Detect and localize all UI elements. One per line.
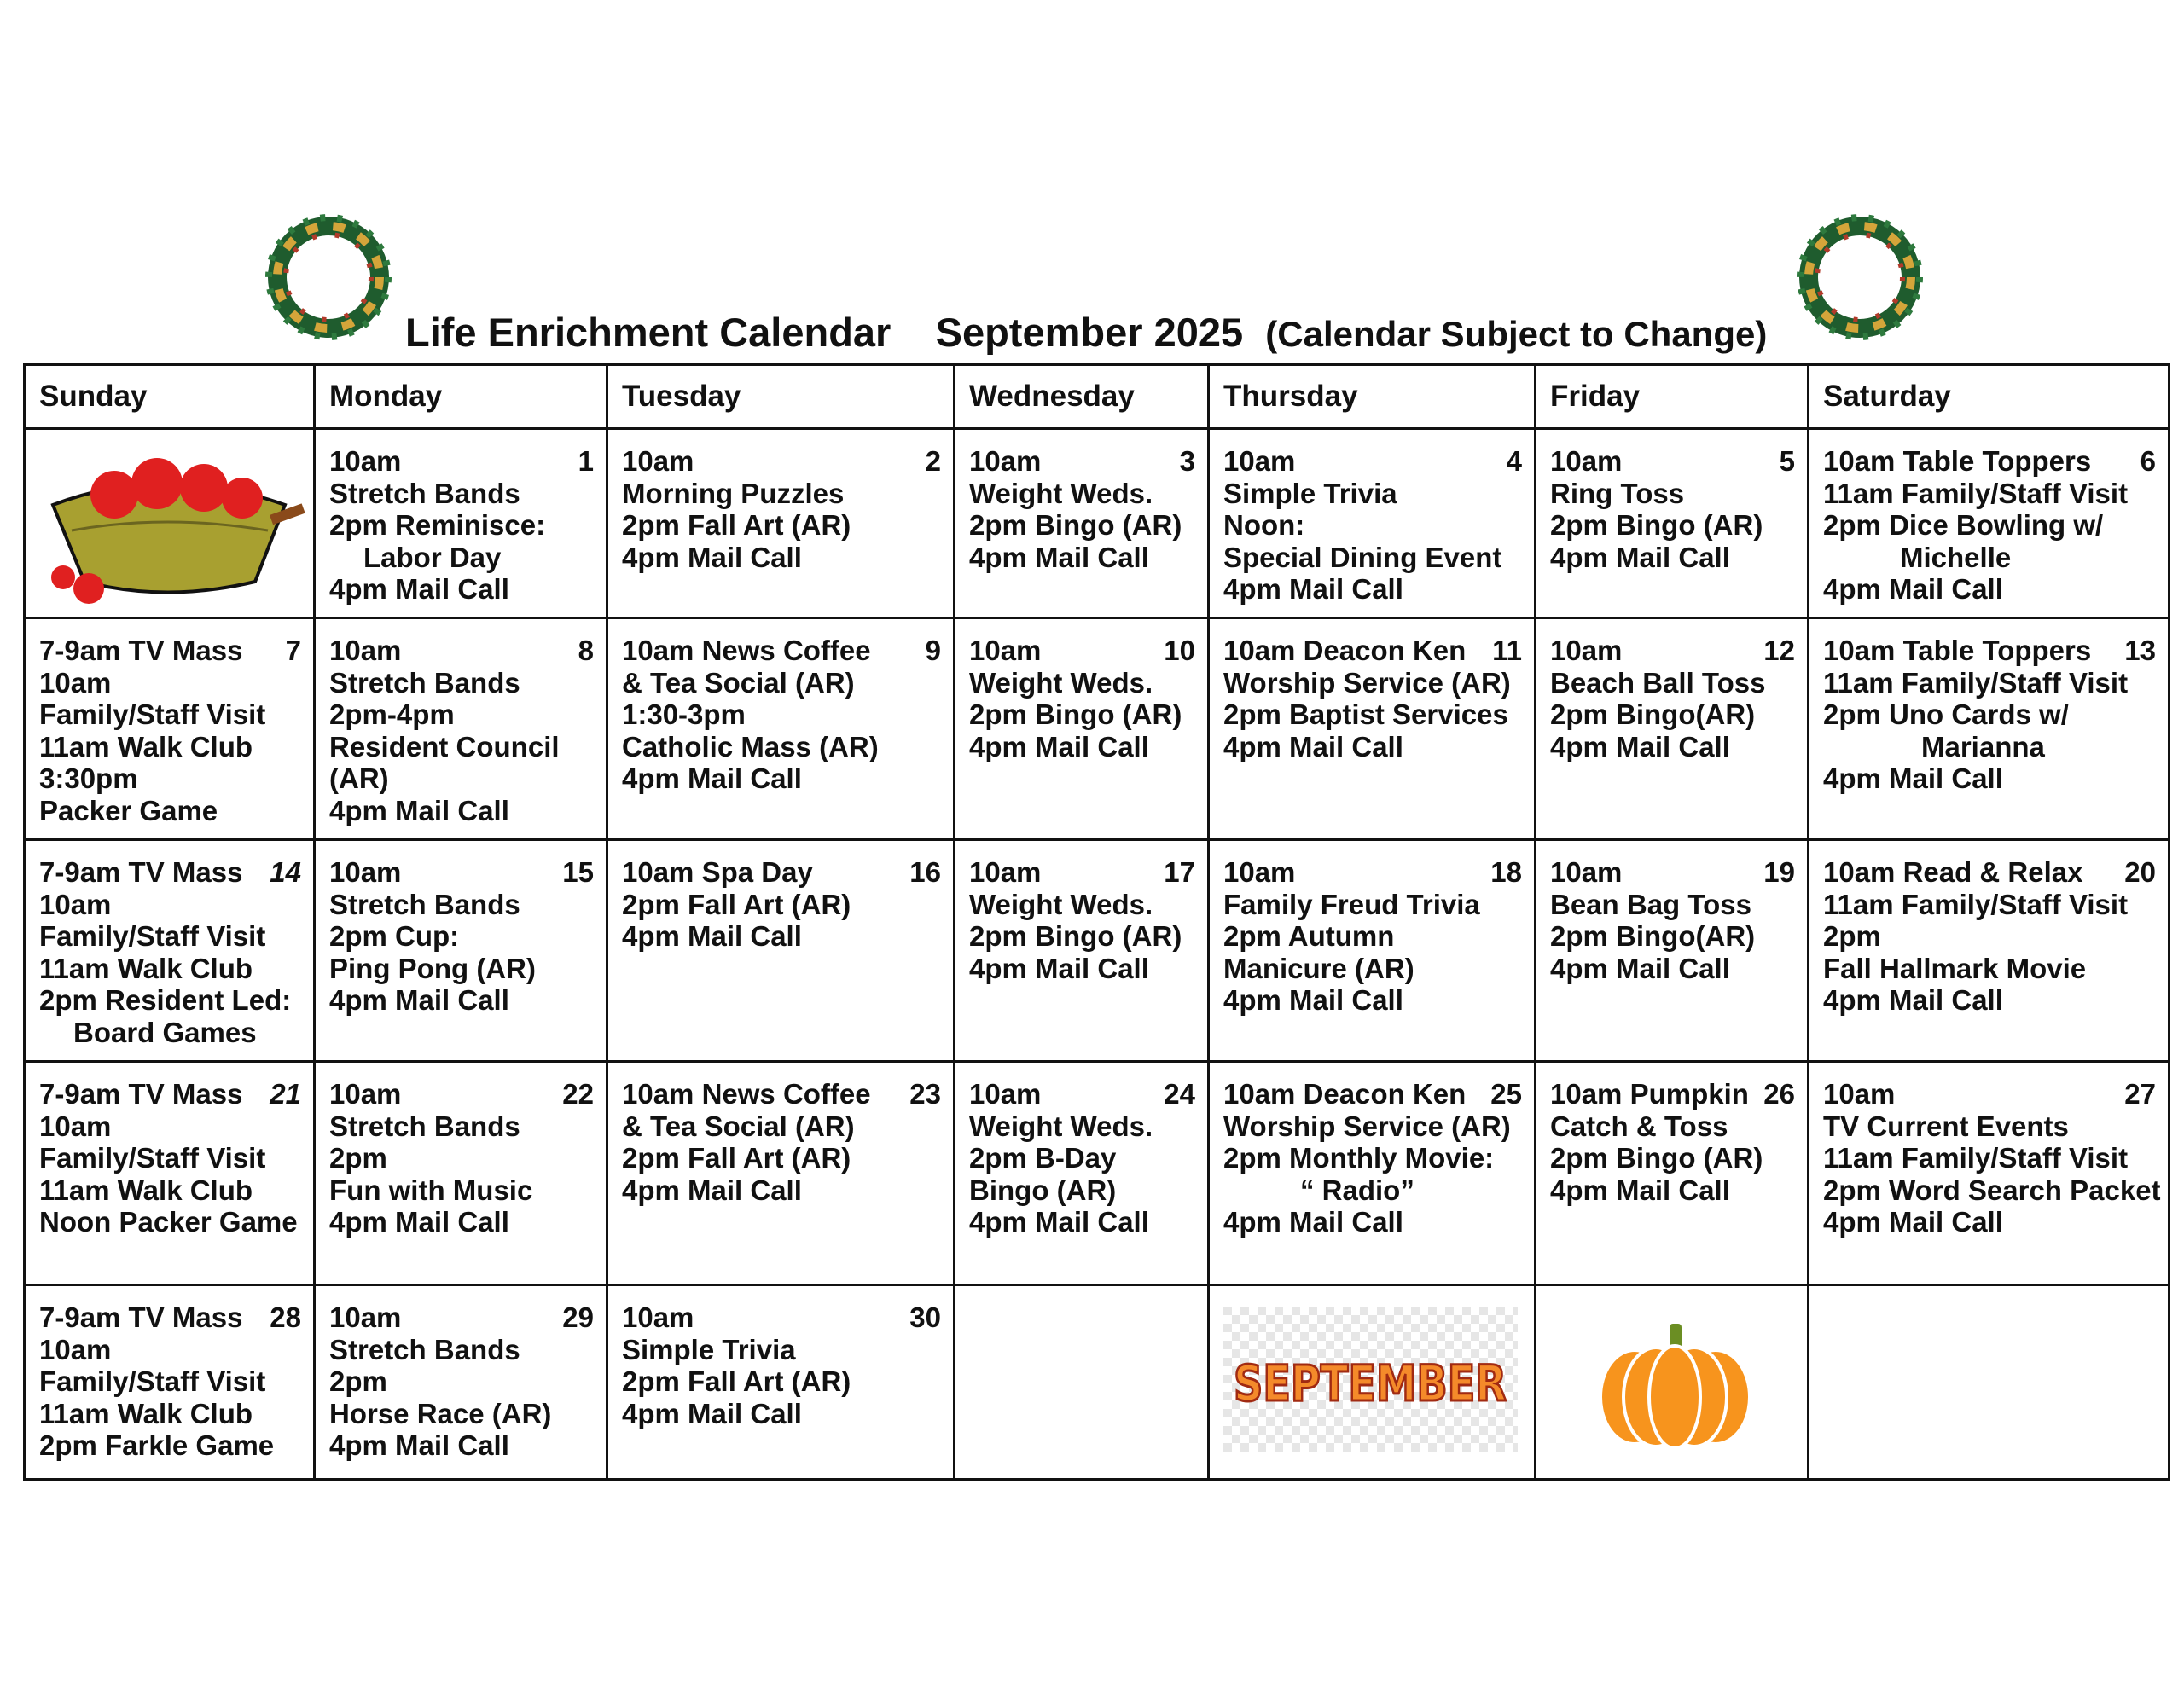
- event-line: Fall Hallmark Movie: [1823, 952, 2087, 984]
- event-line: Bingo (AR): [969, 1174, 1117, 1206]
- event-line: Catholic Mass (AR): [622, 730, 879, 762]
- event-line: 2pm Baptist Services: [1223, 699, 1508, 730]
- event-line: 4pm Mail Call: [969, 541, 1149, 573]
- event-line: 10am: [969, 856, 1042, 888]
- event-line: 10am: [622, 445, 694, 477]
- week-row: [25, 618, 2169, 840]
- event-line: Weight Weds.: [969, 477, 1153, 509]
- day-cell: [315, 1062, 607, 1285]
- day-cell: [955, 618, 1209, 840]
- event-line: 2pm Cup:: [329, 920, 460, 952]
- event-line: Worship Service (AR): [1223, 666, 1511, 699]
- event-line: 10am: [969, 445, 1042, 477]
- calendar-month: September 2025: [935, 310, 1244, 355]
- event-line: 4pm Mail Call: [1823, 762, 2003, 794]
- event-line: 4pm Mail Call: [969, 730, 1149, 762]
- event-line: 2pm Bingo (AR): [969, 920, 1182, 952]
- event-line: Stretch Bands: [329, 1333, 520, 1365]
- event-line: 2pm Uno Cards w/: [1823, 699, 2069, 730]
- event-line: Family Freud Trivia: [1223, 888, 1480, 920]
- event-line: 4pm Mail Call: [329, 984, 509, 1016]
- event-line: TV Current Events: [1823, 1110, 2069, 1142]
- day-cell: [607, 1285, 955, 1480]
- pumpkin-icon: [1596, 1320, 1754, 1448]
- event-line: 4pm Mail Call: [1823, 573, 2003, 605]
- event-line: 2pm Fall Art (AR): [622, 888, 851, 920]
- event-line: Stretch Bands: [329, 1110, 520, 1142]
- day-number: 9: [925, 635, 941, 666]
- event-line: 2pm Word Search Packet: [1823, 1174, 2161, 1206]
- event-line: Stretch Bands: [329, 666, 520, 699]
- day-cell: [607, 618, 955, 840]
- september-banner-icon: [1223, 1307, 1518, 1452]
- day-number: 10: [1164, 635, 1195, 666]
- event-line: 10am: [1550, 445, 1623, 477]
- event-line: 2pm: [329, 1142, 387, 1174]
- day-cell: [607, 1062, 955, 1285]
- day-number: 12: [1763, 635, 1795, 666]
- event-line: Weight Weds.: [969, 888, 1153, 920]
- event-line: Noon:: [1223, 509, 1305, 541]
- event-line: Simple Trivia: [1223, 477, 1397, 509]
- event-line: 4pm Mail Call: [329, 573, 509, 605]
- event-line: Board Games: [73, 1016, 257, 1048]
- event-line: Weight Weds.: [969, 666, 1153, 699]
- event-line: “ Radio”: [1300, 1174, 1414, 1206]
- event-line: 4pm Mail Call: [1223, 573, 1403, 605]
- event-line: Horse Race (AR): [329, 1397, 552, 1429]
- event-line: 4pm Mail Call: [1223, 1206, 1403, 1238]
- event-line: Packer Game: [39, 794, 218, 826]
- day-cell: [1536, 618, 1809, 840]
- event-line: 4pm Mail Call: [1550, 1174, 1730, 1206]
- event-line: 2pm Bingo(AR): [1550, 699, 1756, 730]
- day-number: 11: [1492, 635, 1522, 666]
- week-row: [25, 429, 2169, 618]
- event-line: 2pm Fall Art (AR): [622, 509, 851, 541]
- event-line: 2pm Bingo(AR): [1550, 920, 1756, 952]
- event-line: 10am: [329, 1078, 402, 1110]
- day-cell: [1536, 840, 1809, 1062]
- day-number: 8: [578, 635, 594, 666]
- day-cell: [315, 1285, 607, 1480]
- event-line: 10am: [1223, 856, 1296, 888]
- day-cell: [25, 1285, 315, 1480]
- day-cell: [1809, 429, 2169, 618]
- day-number: 16: [909, 856, 941, 888]
- event-line: 4pm Mail Call: [622, 1397, 802, 1429]
- event-line: 7-9am TV Mass: [39, 1078, 243, 1110]
- day-cell: [1536, 429, 1809, 618]
- day-cell: [1536, 1062, 1809, 1285]
- event-line: 4pm Mail Call: [1223, 730, 1403, 762]
- event-line: 2pm Fall Art (AR): [622, 1365, 851, 1397]
- event-line: 3:30pm: [39, 762, 138, 794]
- day-cell: [25, 840, 315, 1062]
- event-line: 7-9am TV Mass: [39, 856, 243, 888]
- day-cell-empty: [25, 429, 315, 618]
- event-line: 10am: [969, 635, 1042, 666]
- event-line: 11am Family/Staff Visit: [1823, 666, 2129, 699]
- event-line: 7-9am TV Mass: [39, 635, 243, 666]
- event-line: 4pm Mail Call: [329, 1429, 509, 1461]
- event-line: 1:30-3pm: [622, 699, 746, 730]
- day-cell: [1209, 840, 1536, 1062]
- day-number: 27: [2124, 1078, 2156, 1110]
- day-number: 6: [2140, 445, 2156, 477]
- event-line: 10am: [39, 1333, 112, 1365]
- event-line: 10am: [329, 856, 402, 888]
- event-line: 4pm Mail Call: [969, 952, 1149, 984]
- event-line: 10am Read & Relax: [1823, 856, 2083, 888]
- event-line: Ring Toss: [1550, 477, 1685, 509]
- event-line: (AR): [329, 762, 389, 794]
- event-line: 10am Table Toppers: [1823, 445, 2092, 477]
- event-line: 4pm Mail Call: [1550, 541, 1730, 573]
- day-cell: [1209, 429, 1536, 618]
- event-line: 2pm Resident Led:: [39, 984, 292, 1016]
- wreath-left-icon: [260, 209, 397, 345]
- event-line: Michelle: [1900, 541, 2012, 573]
- event-line: 11am Family/Staff Visit: [1823, 1142, 2129, 1174]
- day-cell: [1209, 1062, 1536, 1285]
- weekday-tuesday: Tuesday: [607, 365, 955, 429]
- day-cell: [955, 429, 1209, 618]
- event-line: 11am Family/Staff Visit: [1823, 477, 2129, 509]
- event-line: 4pm Mail Call: [1223, 984, 1403, 1016]
- event-line: 2pm Bingo (AR): [969, 509, 1182, 541]
- event-line: Beach Ball Toss: [1550, 666, 1766, 699]
- day-number: 5: [1779, 445, 1795, 477]
- event-line: Fun with Music: [329, 1174, 533, 1206]
- day-cell: [955, 1062, 1209, 1285]
- event-line: Noon Packer Game: [39, 1206, 298, 1238]
- day-number: 13: [2124, 635, 2156, 666]
- day-cell: [315, 429, 607, 618]
- event-line: 2pm Fall Art (AR): [622, 1142, 851, 1174]
- event-line: 4pm Mail Call: [622, 541, 802, 573]
- day-cell-empty: [1209, 1285, 1536, 1480]
- event-line: Worship Service (AR): [1223, 1110, 1511, 1142]
- weekday-sunday: Sunday: [25, 365, 315, 429]
- event-line: Stretch Bands: [329, 888, 520, 920]
- day-cell: [315, 618, 607, 840]
- event-line: 10am: [329, 635, 402, 666]
- weekday-monday: Monday: [315, 365, 607, 429]
- day-cell: [1809, 618, 2169, 840]
- event-line: 2pm Bingo (AR): [1550, 1142, 1763, 1174]
- event-line: 10am: [39, 666, 112, 699]
- day-number: 15: [562, 856, 594, 888]
- september-banner-text: SEPTEMBER: [1234, 1354, 1507, 1412]
- event-line: 4pm Mail Call: [329, 1206, 509, 1238]
- event-line: 10am Deacon Ken: [1223, 1078, 1467, 1110]
- weekday-thursday: Thursday: [1209, 365, 1536, 429]
- week-row: [25, 840, 2169, 1062]
- day-number: 23: [909, 1078, 941, 1110]
- event-line: 7-9am TV Mass: [39, 1301, 243, 1333]
- event-line: 4pm Mail Call: [1550, 730, 1730, 762]
- day-cell-empty: [955, 1285, 1209, 1480]
- day-cell: [607, 429, 955, 618]
- event-line: 11am Family/Staff Visit: [1823, 888, 2129, 920]
- event-line: Manicure (AR): [1223, 952, 1414, 984]
- event-line: 10am News Coffee: [622, 1078, 871, 1110]
- event-line: 2pm Dice Bowling w/: [1823, 509, 2104, 541]
- weekday-saturday: Saturday: [1809, 365, 2169, 429]
- event-line: 4pm Mail Call: [622, 920, 802, 952]
- calendar-grid: [23, 363, 2170, 1481]
- day-cell: [607, 840, 955, 1062]
- day-number: 19: [1763, 856, 1795, 888]
- event-line: Family/Staff Visit: [39, 1142, 266, 1174]
- event-line: Marianna: [1921, 730, 2045, 762]
- event-line: 10am Spa Day: [622, 856, 813, 888]
- event-line: Catch & Toss: [1550, 1110, 1728, 1142]
- event-line: 11am Walk Club: [39, 730, 253, 762]
- day-cell: [1809, 1062, 2169, 1285]
- event-line: 4pm Mail Call: [329, 794, 509, 826]
- day-number: 26: [1763, 1078, 1795, 1110]
- event-line: 10am Deacon Ken: [1223, 635, 1467, 666]
- weekday-header-row: [25, 365, 2169, 429]
- day-number: 30: [909, 1301, 941, 1333]
- day-number: 25: [1490, 1078, 1522, 1110]
- day-number: 28: [270, 1301, 301, 1333]
- event-line: 11am Walk Club: [39, 1397, 253, 1429]
- day-cell: [955, 840, 1209, 1062]
- event-line: Simple Trivia: [622, 1333, 796, 1365]
- day-cell: [315, 840, 607, 1062]
- event-line: 4pm Mail Call: [1823, 984, 2003, 1016]
- day-cell-empty: [1536, 1285, 1809, 1480]
- event-line: 4pm Mail Call: [622, 1174, 802, 1206]
- event-line: 10am News Coffee: [622, 635, 871, 666]
- event-line: 10am: [39, 1110, 112, 1142]
- day-cell: [25, 1062, 315, 1285]
- event-line: Weight Weds.: [969, 1110, 1153, 1142]
- event-line: 10am: [622, 1301, 694, 1333]
- event-line: 10am Pumpkin: [1550, 1078, 1749, 1110]
- day-number: 20: [2124, 856, 2156, 888]
- day-number: 7: [285, 635, 301, 666]
- day-number: 18: [1490, 856, 1522, 888]
- event-line: 10am: [329, 1301, 402, 1333]
- event-line: 10am: [1823, 1078, 1896, 1110]
- calendar-note: (Calendar Subject to Change): [1265, 314, 1768, 354]
- event-line: 2pm Monthly Movie:: [1223, 1142, 1495, 1174]
- calendar-title: Life Enrichment Calendar: [405, 310, 892, 355]
- day-cell-empty: [1809, 1285, 2169, 1480]
- day-number: 4: [1506, 445, 1522, 477]
- week-row: [25, 1062, 2169, 1285]
- day-number: 2: [925, 445, 941, 477]
- day-cell: [25, 618, 315, 840]
- event-line: 10am: [1223, 445, 1296, 477]
- day-number: 29: [562, 1301, 594, 1333]
- page-title: [405, 307, 1767, 358]
- event-line: 11am Walk Club: [39, 952, 253, 984]
- event-line: 4pm Mail Call: [622, 762, 802, 794]
- event-line: & Tea Social (AR): [622, 666, 855, 699]
- event-line: Bean Bag Toss: [1550, 888, 1751, 920]
- weekday-friday: Friday: [1536, 365, 1809, 429]
- event-line: Special Dining Event: [1223, 541, 1502, 573]
- event-line: & Tea Social (AR): [622, 1110, 855, 1142]
- week-row: [25, 1285, 2169, 1480]
- event-line: 4pm Mail Call: [1550, 952, 1730, 984]
- event-line: 10am Table Toppers: [1823, 635, 2092, 666]
- event-line: 2pm Farkle Game: [39, 1429, 275, 1461]
- event-line: 10am: [39, 888, 112, 920]
- day-number: 1: [578, 445, 594, 477]
- day-cell: [1209, 618, 1536, 840]
- event-line: 4pm Mail Call: [969, 1206, 1149, 1238]
- event-line: 2pm Reminisce:: [329, 509, 546, 541]
- event-line: Resident Council: [329, 730, 560, 762]
- event-line: 4pm Mail Call: [1823, 1206, 2003, 1238]
- event-line: Family/Staff Visit: [39, 699, 266, 730]
- event-line: 2pm: [329, 1365, 387, 1397]
- day-number: 14: [270, 856, 301, 888]
- event-line: 11am Walk Club: [39, 1174, 253, 1206]
- weekday-wednesday: Wednesday: [955, 365, 1209, 429]
- event-line: Family/Staff Visit: [39, 1365, 266, 1397]
- event-line: 2pm: [1823, 920, 1881, 952]
- event-line: 2pm Bingo (AR): [1550, 509, 1763, 541]
- wreath-right-icon: [1792, 209, 1928, 345]
- event-line: 10am: [969, 1078, 1042, 1110]
- event-line: Ping Pong (AR): [329, 952, 536, 984]
- day-number: 24: [1164, 1078, 1195, 1110]
- event-line: Labor Day: [363, 541, 502, 573]
- event-line: 2pm-4pm: [329, 699, 455, 730]
- event-line: 10am: [1550, 635, 1623, 666]
- day-number: 21: [270, 1078, 301, 1110]
- apple-basket-icon: [38, 445, 298, 607]
- event-line: 10am: [329, 445, 402, 477]
- day-number: 17: [1164, 856, 1195, 888]
- event-line: 10am: [1550, 856, 1623, 888]
- event-line: Stretch Bands: [329, 477, 520, 509]
- day-number: 3: [1179, 445, 1195, 477]
- day-cell: [1809, 840, 2169, 1062]
- day-number: 22: [562, 1078, 594, 1110]
- event-line: Morning Puzzles: [622, 477, 845, 509]
- event-line: 2pm Autumn: [1223, 920, 1395, 952]
- event-line: 2pm B-Day: [969, 1142, 1117, 1174]
- event-line: 2pm Bingo (AR): [969, 699, 1182, 730]
- event-line: Family/Staff Visit: [39, 920, 266, 952]
